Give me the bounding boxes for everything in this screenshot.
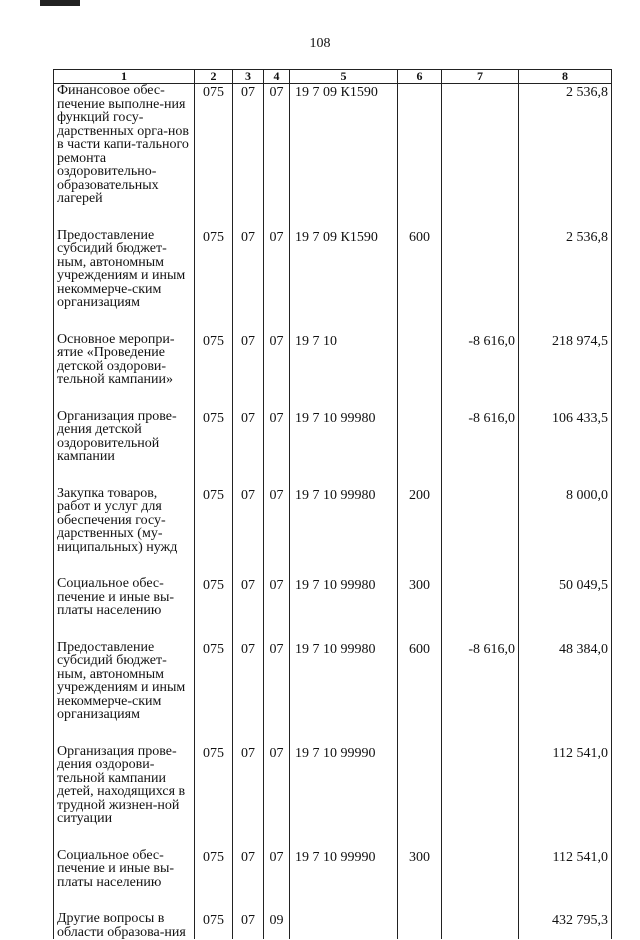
cell-expense-type	[398, 912, 442, 939]
cell-ministry: 075	[195, 577, 233, 618]
table-row	[54, 487, 612, 555]
cell-change	[442, 849, 519, 890]
row-spacer	[54, 826, 612, 849]
cell-subsection: 07	[264, 487, 290, 555]
cell-change	[442, 745, 519, 826]
cell-target-code: 19 7 10 99980	[290, 577, 398, 618]
row-name: Социальное обес-печение и иные вы-платы населению	[54, 577, 195, 618]
table-row	[54, 410, 612, 464]
cell-target-code: 19 7 10 99990	[290, 849, 398, 890]
cell-subsection: 07	[264, 410, 290, 464]
row-spacer	[54, 554, 612, 577]
cell-section: 07	[233, 333, 264, 387]
table-row	[54, 333, 612, 387]
row-name: Основное меропри-ятие «Проведение детской оздорови-тельной кампании»	[54, 333, 195, 387]
table-row	[54, 641, 612, 722]
cell-section: 07	[233, 410, 264, 464]
cell-subsection: 07	[264, 229, 290, 310]
row-spacer	[54, 206, 612, 229]
cell-change	[442, 912, 519, 939]
column-header-8: 8	[519, 70, 612, 84]
cell-ministry: 075	[195, 849, 233, 890]
cell-target-code	[290, 912, 398, 939]
cell-target-code: 19 7 10 99980	[290, 487, 398, 555]
column-header-5: 5	[290, 70, 398, 84]
cell-change	[442, 84, 519, 206]
column-header-7: 7	[442, 70, 519, 84]
row-spacer	[54, 387, 612, 410]
row-name: Организация прове-дения оздорови-тельной кампании детей, находящихся в трудной жизнен-ной ситуации	[54, 745, 195, 826]
cell-subsection: 07	[264, 333, 290, 387]
cell-expense-type: 600	[398, 641, 442, 722]
cell-expense-type	[398, 745, 442, 826]
cell-change	[442, 577, 519, 618]
cell-target-code: 19 7 09 К1590	[290, 84, 398, 206]
table-row	[54, 849, 612, 890]
cell-amount: 48 384,0	[519, 641, 612, 722]
cell-ministry: 075	[195, 229, 233, 310]
cell-change	[442, 229, 519, 310]
cell-amount: 8 000,0	[519, 487, 612, 555]
cell-ministry: 075	[195, 333, 233, 387]
table-row	[54, 745, 612, 826]
scan-artifact-bar	[40, 0, 80, 6]
table-row	[54, 229, 612, 310]
cell-ministry: 075	[195, 487, 233, 555]
column-header-4: 4	[264, 70, 290, 84]
cell-section: 07	[233, 84, 264, 206]
cell-change: -8 616,0	[442, 410, 519, 464]
cell-section: 07	[233, 229, 264, 310]
cell-subsection: 07	[264, 849, 290, 890]
row-spacer	[54, 310, 612, 333]
row-name: Предоставление субсидий бюджет-ным, автономным учреждениям и иным некоммерче-ским организациям	[54, 641, 195, 722]
cell-amount: 2 536,8	[519, 229, 612, 310]
row-name: Финансовое обес-печение выполне-ния функций госу-дарственных орга-нов в части капи-тального ремонта оздоровительно-образовательных лагерей	[54, 84, 195, 206]
cell-amount: 432 795,3	[519, 912, 612, 939]
cell-subsection: 07	[264, 84, 290, 206]
cell-ministry: 075	[195, 84, 233, 206]
cell-section: 07	[233, 487, 264, 555]
cell-expense-type	[398, 333, 442, 387]
table-header-row	[54, 70, 612, 84]
cell-section: 07	[233, 745, 264, 826]
table-row	[54, 577, 612, 618]
table-row	[54, 84, 612, 206]
budget-table	[53, 69, 612, 939]
cell-ministry: 075	[195, 912, 233, 939]
cell-expense-type: 300	[398, 849, 442, 890]
cell-section: 07	[233, 849, 264, 890]
row-spacer	[54, 618, 612, 641]
cell-expense-type: 600	[398, 229, 442, 310]
cell-expense-type	[398, 84, 442, 206]
cell-ministry: 075	[195, 745, 233, 826]
cell-change: -8 616,0	[442, 641, 519, 722]
cell-ministry: 075	[195, 410, 233, 464]
cell-amount: 2 536,8	[519, 84, 612, 206]
row-name: Предоставление субсидий бюджет-ным, автономным учреждениям и иным некоммерче-ским организациям	[54, 229, 195, 310]
cell-amount: 218 974,5	[519, 333, 612, 387]
cell-amount: 112 541,0	[519, 849, 612, 890]
cell-expense-type	[398, 410, 442, 464]
page-number: 108	[309, 36, 331, 51]
cell-target-code: 19 7 09 К1590	[290, 229, 398, 310]
row-spacer	[54, 722, 612, 745]
row-spacer	[54, 889, 612, 912]
cell-ministry: 075	[195, 641, 233, 722]
row-name: Социальное обес-печение и иные вы-платы населению	[54, 849, 195, 890]
cell-amount: 112 541,0	[519, 745, 612, 826]
cell-subsection: 07	[264, 745, 290, 826]
cell-expense-type: 300	[398, 577, 442, 618]
cell-amount: 50 049,5	[519, 577, 612, 618]
cell-target-code: 19 7 10 99980	[290, 410, 398, 464]
cell-expense-type: 200	[398, 487, 442, 555]
table-row	[54, 912, 612, 939]
cell-section: 07	[233, 641, 264, 722]
row-name: Закупка товаров, работ и услуг для обеспечения госу-дарственных (му-ниципальных) нужд	[54, 487, 195, 555]
cell-target-code: 19 7 10 99980	[290, 641, 398, 722]
cell-target-code: 19 7 10 99990	[290, 745, 398, 826]
column-header-3: 3	[233, 70, 264, 84]
cell-change	[442, 487, 519, 555]
cell-amount: 106 433,5	[519, 410, 612, 464]
cell-section: 07	[233, 577, 264, 618]
cell-subsection: 07	[264, 641, 290, 722]
column-header-2: 2	[195, 70, 233, 84]
cell-subsection: 07	[264, 577, 290, 618]
cell-section: 07	[233, 912, 264, 939]
row-name: Организация прове-дения детской оздоровительной кампании	[54, 410, 195, 464]
cell-change: -8 616,0	[442, 333, 519, 387]
row-name: Другие вопросы в области образова-ния	[54, 912, 195, 939]
cell-subsection: 09	[264, 912, 290, 939]
column-header-1: 1	[54, 70, 195, 84]
row-spacer	[54, 464, 612, 487]
cell-target-code: 19 7 10	[290, 333, 398, 387]
column-header-6: 6	[398, 70, 442, 84]
